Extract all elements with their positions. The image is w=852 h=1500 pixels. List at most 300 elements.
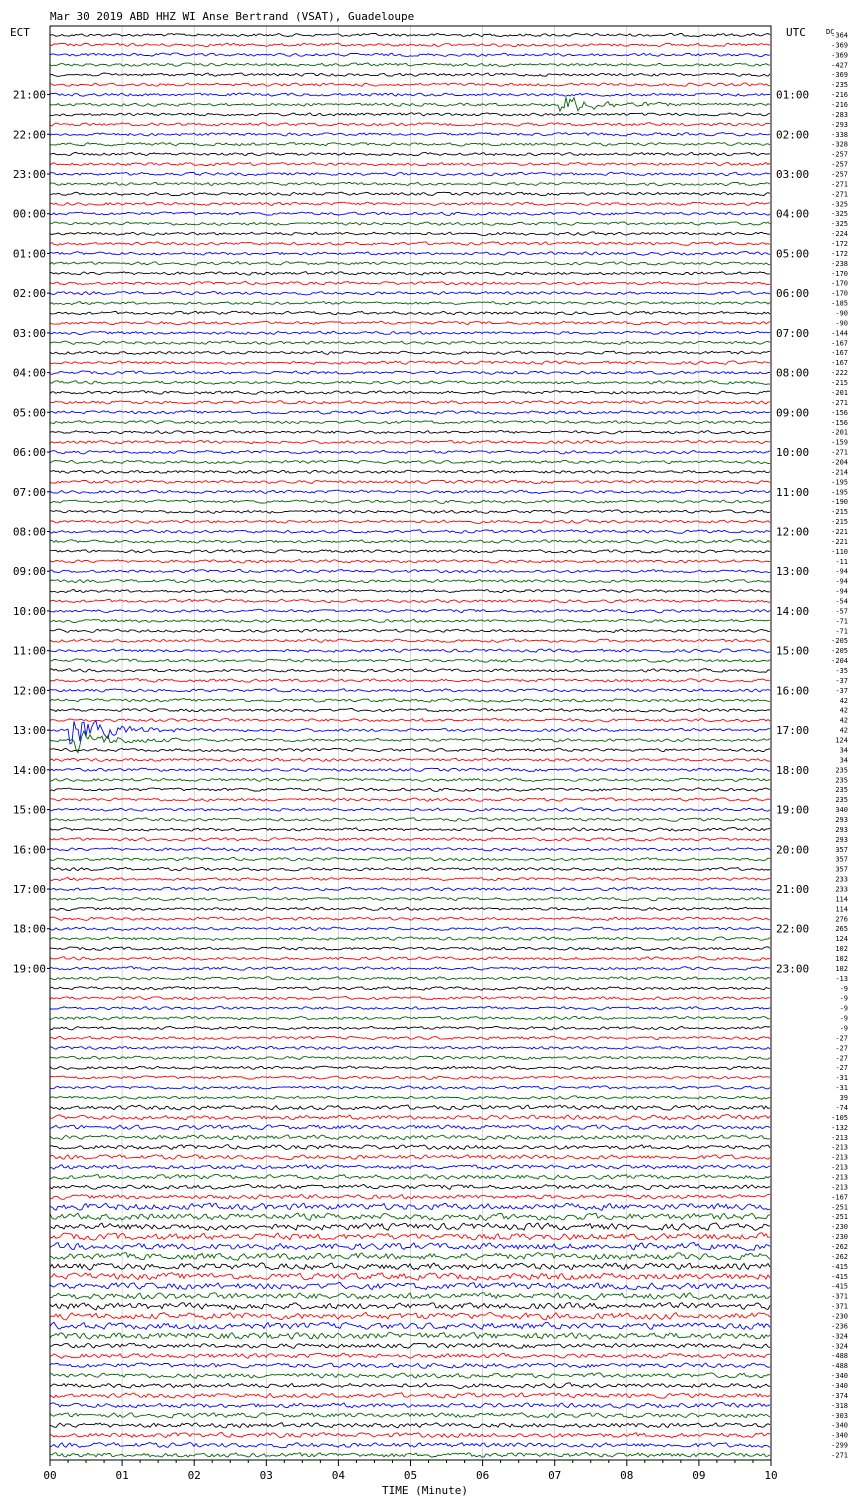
left-hour-labels [13,89,50,976]
row-offset-value: -299 [831,1441,848,1450]
row-offset-value: 34 [839,756,848,765]
row-offset-value: -94 [835,587,848,596]
trace-row [50,1313,770,1321]
right-hour-label: 06:00 [776,287,810,301]
trace-row [50,1115,770,1120]
row-offset-value: -369 [831,41,848,50]
trace-row [50,877,770,880]
trace-row [50,1393,770,1398]
trace-row [50,73,770,76]
trace-row [50,182,770,185]
row-offset-value: -204 [831,657,848,666]
trace-row [50,421,770,424]
x-tick-label: 09 [692,1469,706,1482]
row-offset-value: -230 [831,1312,848,1321]
trace-row [50,818,770,822]
trace-row [50,957,770,961]
row-offset-value: -369 [831,51,848,60]
trace-row [50,1433,770,1438]
row-offset-value: -167 [831,349,848,358]
row-offset-value: -224 [831,230,848,239]
row-offset-value: -167 [831,339,848,348]
trace-row [50,1273,770,1281]
trace-row [50,609,770,613]
trace-row [50,1293,770,1300]
row-offset-value: 114 [835,895,848,904]
row-offset-value: -156 [831,418,848,427]
x-tick-label: 02 [187,1469,201,1482]
trace-row [50,133,770,136]
trace-row [50,411,770,415]
left-hour-label: 23:00 [12,167,46,181]
row-offset-value: -338 [831,130,848,139]
row-offset-value: -415 [831,1282,848,1291]
row-offset-value: -27 [835,1044,848,1053]
left-hour-label: 05:00 [12,406,46,420]
left-hour-label: 01:00 [12,247,46,261]
trace-row [50,43,770,46]
row-offset-value: -170 [831,269,848,278]
row-offset-value: -271 [831,190,848,199]
trace-row [50,947,770,951]
trace-row [50,1174,770,1179]
trace-row [50,580,770,583]
trace-row [50,778,770,781]
trace-row [50,857,770,860]
trace-row [50,1263,770,1270]
trace-row [50,53,770,57]
row-offset-value: -236 [831,1322,848,1331]
row-offset-value: -201 [831,428,848,437]
row-offset-value: -427 [831,61,848,70]
trace-row [50,669,770,673]
row-offset-value: -201 [831,388,848,397]
trace-row [50,560,770,563]
trace-row [50,262,770,265]
row-offset-value: -213 [831,1173,848,1182]
trace-row [50,431,770,434]
row-offset-value: -328 [831,140,848,149]
row-offset-value: -238 [831,259,848,268]
right-hour-label: 07:00 [776,326,810,340]
row-offset-value: -37 [835,686,848,695]
right-hour-label: 13:00 [776,565,810,579]
trace-row [50,1194,770,1199]
trace-row [50,848,770,851]
x-tick-label: 00 [43,1469,57,1482]
row-offset-value: -215 [831,518,848,527]
right-hour-label: 19:00 [776,803,810,817]
row-offset-value: -35 [835,667,848,676]
row-offset-value: -156 [831,408,848,417]
trace-row [50,510,770,514]
trace-row [50,758,770,761]
trace-row [50,530,770,534]
left-hour-label: 04:00 [12,366,46,380]
row-offset-value: -216 [831,100,848,109]
row-offset-value: -94 [835,567,848,576]
trace-row [50,1223,770,1230]
trace-row [50,83,770,86]
trace-row [50,500,770,503]
x-tick-label: 07 [548,1469,562,1482]
x-tick-label: 08 [620,1469,634,1482]
trace-row [50,599,770,602]
row-offset-value: -257 [831,150,848,159]
row-offset-value: 293 [835,815,848,824]
x-tick-label: 06 [475,1469,490,1482]
right-hour-label: 01:00 [776,88,810,102]
trace-row [50,808,770,812]
trace-row [50,1026,770,1030]
x-axis-label: TIME (Minute) [381,1484,469,1497]
left-hour-label: 12:00 [12,684,46,698]
trace-row [50,937,770,940]
row-offset-value: -9 [839,1014,848,1023]
row-offset-value: 124 [835,736,848,745]
trace-row [50,143,770,146]
row-offset-value: -110 [831,547,848,556]
x-axis [43,1460,777,1482]
trace-row [50,679,770,683]
row-offset-value: 340 [835,806,848,815]
right-hour-label: 04:00 [776,207,810,221]
right-hour-label: 17:00 [776,724,810,738]
x-tick-label: 03 [259,1469,273,1482]
left-hour-label: 02:00 [12,287,46,301]
left-hour-label: 16:00 [12,843,46,857]
row-offset-value: -340 [831,1382,848,1391]
right-hour-label: 12:00 [776,525,810,539]
right-hour-label: 10:00 [776,446,810,460]
trace-row [50,401,770,404]
row-offset-value: -74 [835,1103,848,1112]
row-offset-value: 114 [835,905,848,914]
row-offset-value: -27 [835,1054,848,1063]
trace-row [50,301,770,304]
row-offset-value: 42 [839,696,848,705]
trace-row [50,480,770,483]
row-offset-value: -325 [831,220,848,229]
row-offset-value: -283 [831,110,848,119]
row-offset-value: -90 [835,309,848,318]
row-offset-value: -303 [831,1411,848,1420]
row-offset-value: -213 [831,1143,848,1152]
left-hour-label: 00:00 [12,207,46,221]
row-offset-value: -167 [831,1193,848,1202]
row-offset-value: -144 [831,329,848,338]
right-hour-label: 22:00 [776,922,810,936]
row-offset-value: -172 [831,240,848,249]
row-offset-value: -215 [831,508,848,517]
minute-grid [122,26,699,1460]
trace-row [50,98,770,112]
trace-row [50,33,770,36]
row-offset-value: -167 [831,359,848,368]
row-offset-value: -170 [831,289,848,298]
row-offset-value: 235 [835,786,848,795]
row-offset-value: -159 [831,438,848,447]
row-offset-value: -190 [831,498,848,507]
row-offset-value: 357 [835,845,848,854]
row-offset-value: 233 [835,885,848,894]
trace-row [50,987,770,991]
trace-row [50,1233,770,1240]
trace-row [50,1066,770,1069]
trace-row [50,1303,770,1310]
trace-row [50,331,770,334]
trace-row [50,967,770,971]
row-offset-value: -205 [831,637,848,646]
trace-row [50,649,770,652]
trace-row [50,540,770,544]
row-offset-value: 265 [835,925,848,934]
trace-row [50,1383,770,1389]
trace-row [50,1007,770,1010]
left-hour-label: 22:00 [12,128,46,142]
trace-row [50,788,770,791]
x-tick-label: 05 [403,1469,418,1482]
row-offset-value: 42 [839,706,848,715]
row-offset-value: -9 [839,1024,848,1033]
trace-row [50,490,770,493]
row-offset-value: -27 [835,1034,848,1043]
trace-row [50,1185,770,1190]
row-offset-value: -324 [831,1342,848,1351]
trace-row [50,1332,770,1339]
row-offset-value: -71 [835,627,848,636]
trace-row [50,721,770,744]
row-offset-value: 42 [839,726,848,735]
row-offset-value: -325 [831,200,848,209]
trace-row [50,927,770,930]
row-offset-value: -257 [831,170,848,179]
trace-row [50,351,770,354]
row-offset-value: -205 [831,647,848,656]
trace-row [50,1443,770,1448]
row-offset-value: -271 [831,448,848,457]
trace-row [50,1165,770,1170]
x-tick-label: 10 [764,1469,778,1482]
trace-row [50,381,770,385]
trace-row [50,1105,770,1110]
trace-row [50,748,770,751]
row-offset-value: -57 [835,607,848,616]
trace-row [50,550,770,553]
row-offset-labels [831,31,848,1459]
left-hour-label: 17:00 [12,882,46,896]
row-offset-value: -214 [831,468,848,477]
trace-row [50,321,770,325]
row-offset-value: 102 [835,945,848,954]
trace-row [50,1125,770,1130]
trace-row [50,639,770,642]
left-hour-label: 06:00 [12,446,46,460]
x-tick-label: 01 [115,1469,129,1482]
trace-row [50,1253,770,1261]
row-offset-value: -31 [835,1074,848,1083]
trace-row [50,252,770,256]
row-offset-value: -262 [831,1242,848,1251]
offset-header: DC [826,28,835,36]
trace-row [50,708,770,712]
row-offset-value: -369 [831,71,848,80]
left-axis-label: ECT [10,26,30,39]
right-hour-label: 09:00 [776,406,810,420]
left-hour-label: 11:00 [12,644,46,658]
row-offset-value: -251 [831,1203,848,1212]
row-offset-value: 102 [835,955,848,964]
trace-row [50,887,770,891]
trace-row [50,569,770,572]
chart-title: Mar 30 2019 ABD HHZ WI Anse Bertrand (VSAT), Guadeloupe [50,10,415,23]
row-offset-value: -195 [831,478,848,487]
trace-row [50,1145,770,1150]
row-offset-value: 42 [839,716,848,725]
row-offset-value: 276 [835,915,848,924]
row-offset-value: -221 [831,527,848,536]
row-offset-value: 34 [839,746,848,755]
row-offset-value: -340 [831,1431,848,1440]
trace-row [50,977,770,980]
row-offset-value: -340 [831,1372,848,1381]
trace-row [50,1016,770,1020]
trace-row [50,719,770,722]
right-axis-label: UTC [786,26,806,39]
trace-row [50,1353,770,1358]
trace-row [50,162,770,165]
trace-row [50,63,770,66]
trace-row [50,1036,770,1039]
trace-row [50,1423,770,1428]
row-offset-value: -94 [835,577,848,586]
row-offset-value: 39 [839,1094,848,1103]
left-hour-label: 15:00 [12,803,46,817]
row-offset-value: 235 [835,776,848,785]
left-hour-label: 08:00 [12,525,46,539]
trace-row [50,589,770,592]
trace-row [50,1076,770,1079]
row-offset-value: -364 [831,31,848,40]
trace-row [50,1155,770,1160]
trace-row [50,212,770,215]
trace-row [50,123,770,126]
row-offset-value: 235 [835,766,848,775]
trace-row [50,1363,770,1368]
trace-row [50,828,770,832]
trace-row [50,629,770,632]
right-hour-label: 03:00 [776,167,810,181]
trace-row [50,232,770,236]
trace-row [50,1373,770,1378]
row-offset-value: 124 [835,935,848,944]
row-offset-value: -213 [831,1163,848,1172]
trace-row [50,1243,770,1251]
trace-row [50,202,770,205]
row-offset-value: 235 [835,796,848,805]
trace-row [50,868,770,871]
row-offset-value: -325 [831,210,848,219]
trace-row [50,798,770,802]
row-offset-value: -213 [831,1183,848,1192]
right-hour-label: 11:00 [776,485,810,499]
left-hour-label: 03:00 [12,326,46,340]
row-offset-value: -415 [831,1272,848,1281]
trace-row [50,440,770,444]
trace-row [50,907,770,910]
trace-row [50,897,770,900]
row-offset-value: -215 [831,379,848,388]
row-offset-value: -90 [835,319,848,328]
trace-row [50,1096,770,1100]
trace-row [50,996,770,1000]
row-offset-value: -213 [831,1153,848,1162]
row-offset-value: -37 [835,676,848,685]
row-offset-value: -54 [835,597,848,606]
trace-row [50,311,770,314]
row-offset-value: -9 [839,994,848,1003]
row-offset-value: 102 [835,964,848,973]
trace-row [50,1282,770,1290]
row-offset-value: -271 [831,1451,848,1460]
row-offset-value: -132 [831,1123,848,1132]
row-offset-value: -13 [835,974,848,983]
right-hour-label: 08:00 [776,366,810,380]
row-offset-value: -170 [831,279,848,288]
trace-row [50,292,770,295]
right-hour-label: 21:00 [776,882,810,896]
row-offset-value: -27 [835,1064,848,1073]
row-offset-value: -257 [831,160,848,169]
trace-row [50,391,770,395]
row-offset-value: -324 [831,1332,848,1341]
left-hour-label: 18:00 [12,922,46,936]
trace-row [50,1213,770,1220]
trace-row [50,460,770,463]
row-offset-value: -488 [831,1362,848,1371]
trace-row [50,222,770,226]
trace-row [50,172,770,176]
trace-row [50,1403,770,1409]
trace-row [50,1056,770,1059]
trace-row [50,689,770,692]
right-hour-label: 20:00 [776,843,810,857]
trace-row [50,1135,770,1140]
trace-row [50,450,770,454]
trace-row [50,470,770,473]
row-offset-value: -340 [831,1421,848,1430]
trace-row [50,1086,770,1090]
row-offset-value: -251 [831,1213,848,1222]
row-offset-value: -71 [835,617,848,626]
trace-row [50,768,770,771]
right-hour-label: 16:00 [776,684,810,698]
x-tick-label: 04 [331,1469,346,1482]
left-hour-label: 14:00 [12,763,46,777]
right-hour-label: 14:00 [776,604,810,618]
row-offset-value: -204 [831,458,848,467]
left-hour-label: 13:00 [12,724,46,738]
trace-row [50,1343,770,1348]
right-hour-label: 15:00 [776,644,810,658]
left-hour-label: 10:00 [12,604,46,618]
trace-row [50,1452,770,1457]
left-hour-label: 21:00 [12,88,46,102]
trace-row [50,371,770,374]
row-offset-value: 293 [835,825,848,834]
trace-row [50,659,770,662]
row-offset-value: -9 [839,1004,848,1013]
